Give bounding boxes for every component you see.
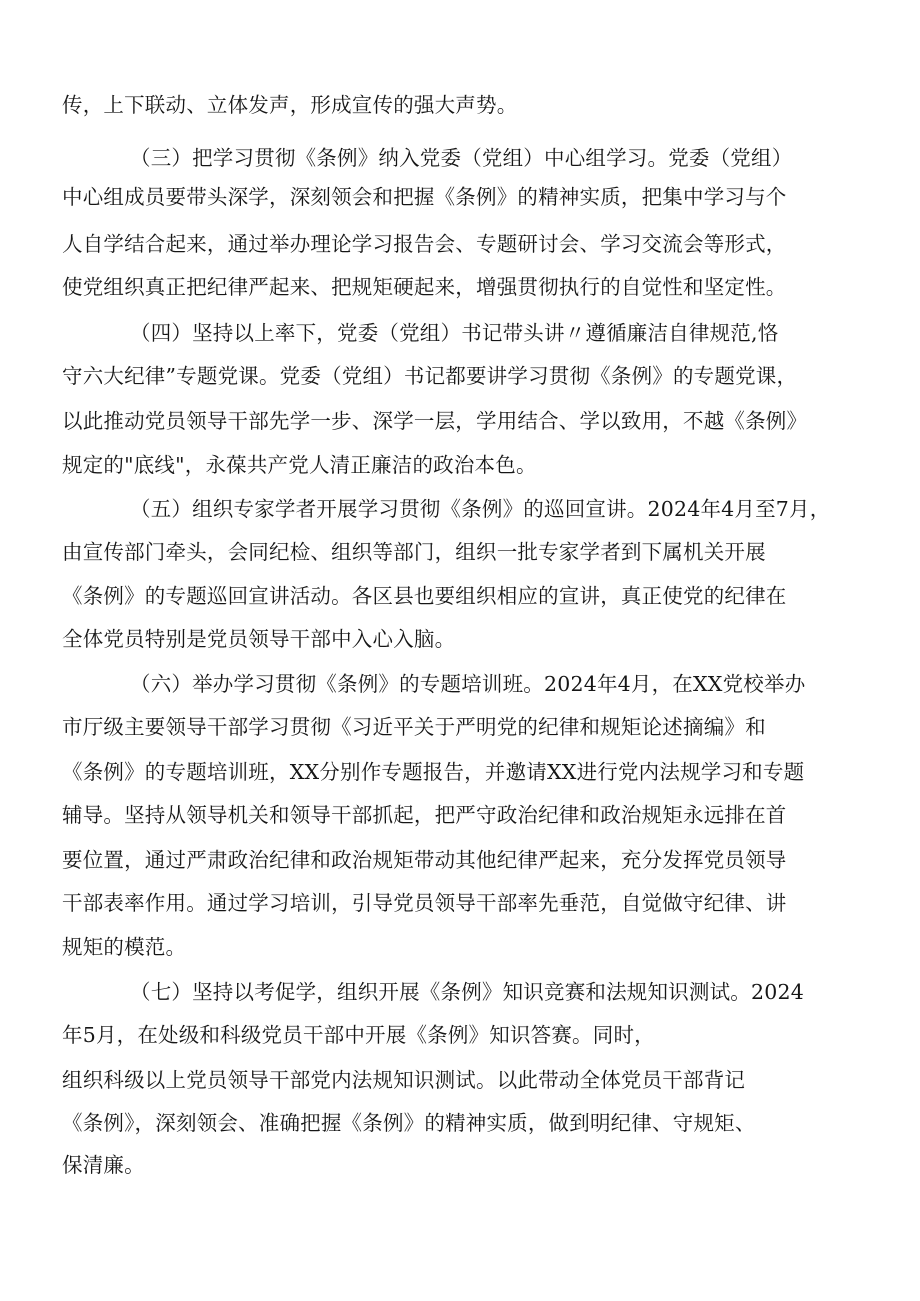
text-line-5: 使党组织真正把纪律严起来、把规矩硬起来，增强贯彻执行的自觉性和坚定性。	[62, 275, 787, 299]
text-line-20: 规矩的模范。	[62, 935, 187, 959]
text-line-24: 《条例》，深刻领会、准确把握《条例》的精神实质，做到明纪律、守规矩、	[62, 1111, 756, 1135]
text-line-8: 以此推动党员领导干部先学一步、深学一层，学用结合、学以致用，不越《条例》	[62, 409, 808, 433]
text-line-17: 辅导。坚持从领导机关和领导干部抓起，把严守政治纪律和政治规矩永远排在首	[62, 803, 787, 827]
text-line-14: （六）举办学习贯彻《条例》的专题培训班。2024年4月，在XX党校举办	[130, 672, 806, 696]
text-line-22: 年5月，在处级和科级党员干部中开展《条例》知识答赛。同时，	[62, 1023, 655, 1047]
text-line-18: 要位置，通过严肃政治纪律和政治规矩带动其他纪律严起来，充分发挥党员领导	[62, 848, 787, 872]
text-line-15: 市厅级主要领导干部学习贯彻《习近平关于严明党的纪律和规矩论述摘编》和	[62, 715, 766, 739]
text-line-2: （三）把学习贯彻《条例》纳入党委（党组）中心组学习。党委（党组）	[130, 146, 793, 170]
text-line-16: 《条例》的专题培训班，XX分别作专题报告，并邀请XX进行党内法规学习和专题	[62, 760, 805, 784]
text-line-10: （五）组织专家学者开展学习贯彻《条例》的巡回宣讲。2024年4月至7月，	[130, 497, 831, 521]
text-line-3: 中心组成员要带头深学，深刻领会和把握《条例》的精神实质，把集中学习与个	[62, 185, 787, 209]
text-line-9: 规定的"底线"，永葆共产党人清正廉洁的政治本色。	[62, 453, 537, 477]
text-line-1: 传，上下联动、立体发声，形成宣传的强大声势。	[62, 93, 518, 117]
text-line-21: （七）坚持以考促学，组织开展《条例》知识竞赛和法规知识测试。2024	[130, 980, 804, 1004]
text-line-19: 干部表率作用。通过学习培训，引导党员领导干部率先垂范，自觉做守纪律、讲	[62, 891, 787, 915]
text-line-11: 由宣传部门牵头，会同纪检、组织等部门，组织一批专家学者到下属机关开展	[62, 540, 766, 564]
text-line-6: （四）坚持以上率下，党委（党组）书记带头讲〃遵循廉洁自律规范,恪	[130, 321, 779, 345]
text-line-23: 组织科级以上党员领导干部党内法规知识测试。以此带动全体党员干部背记	[62, 1068, 746, 1092]
text-line-13: 全体党员特别是党员领导干部中入心入脑。	[62, 627, 456, 651]
text-line-7: 守六大纪律”专题党课。党委（党组）书记都要讲学习贯彻《条例》的专题党课，	[62, 364, 798, 388]
text-line-25: 保清廉。	[62, 1153, 145, 1177]
text-line-12: 《条例》的专题巡回宣讲活动。各区县也要组织相应的宣讲，真正使党的纪律在	[62, 584, 787, 608]
text-line-4: 人自学结合起来，通过举办理论学习报告会、专题研讨会、学习交流会等形式，	[62, 232, 787, 256]
